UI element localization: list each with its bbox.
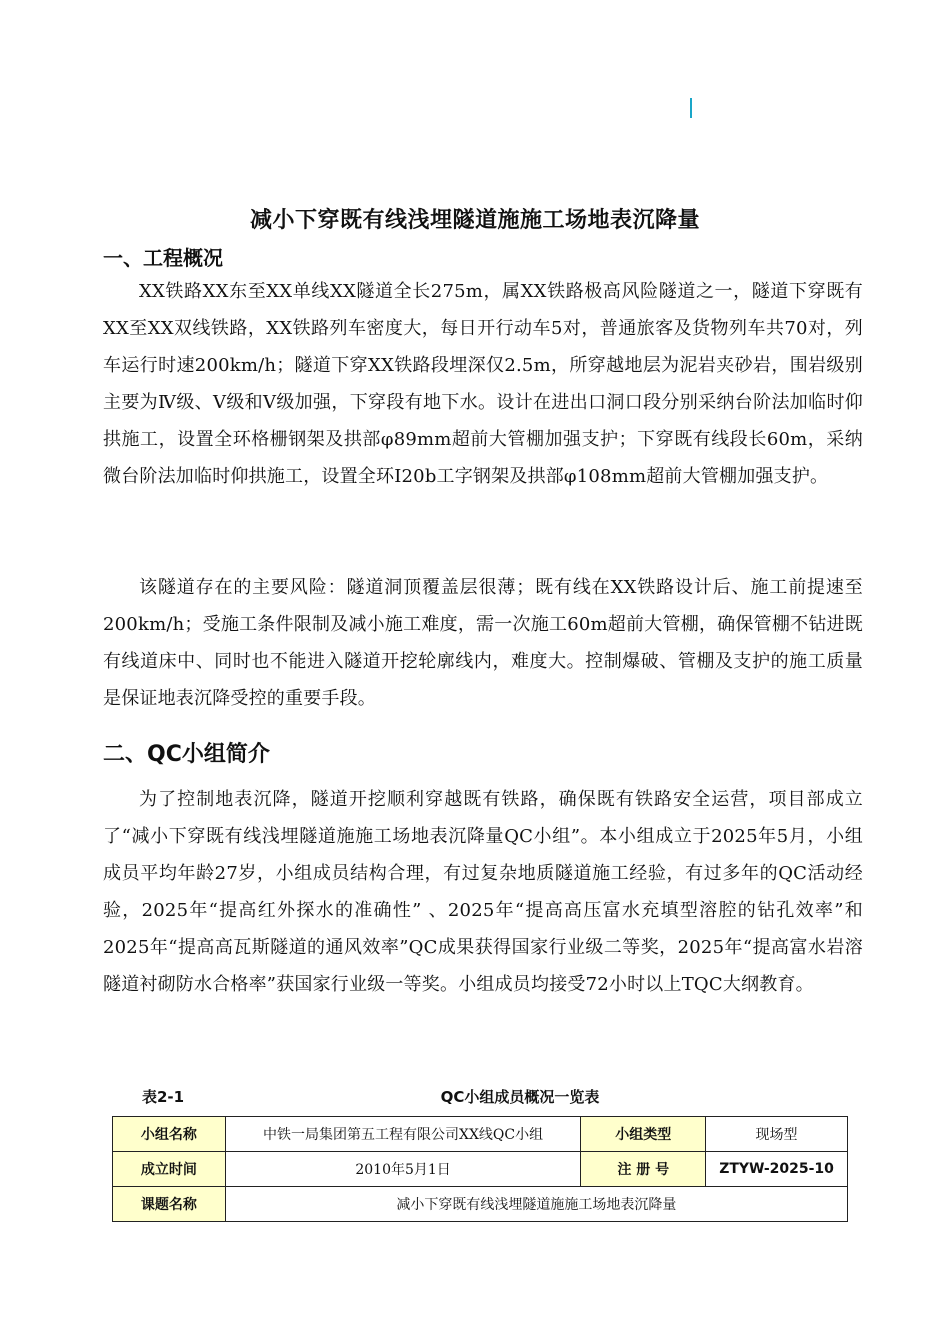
cell-label-topic: 课题名称: [113, 1187, 226, 1222]
cell-label-registration: 注 册 号: [581, 1152, 706, 1187]
section-heading-qc-group: 二、QC小组简介: [103, 742, 270, 767]
section-heading-overview: 一、工程概况: [103, 246, 223, 270]
cell-value-group-type: 现场型: [706, 1117, 848, 1152]
text-cursor-mark: [690, 98, 692, 118]
cell-label-group-name: 小组名称: [113, 1117, 226, 1152]
table-caption-number: 表2-1: [142, 1088, 185, 1106]
cell-label-founded: 成立时间: [113, 1152, 226, 1187]
table-caption: [112, 1086, 848, 1108]
cell-value-registration: ZTYW-2025-10: [706, 1152, 848, 1187]
table-row: [113, 1117, 848, 1152]
qc-group-info-table: [112, 1116, 848, 1222]
overview-paragraph-1: XX铁路XX东至XX单线XX隧道全长275m，属XX铁路极高风险隧道之一，隧道下穿既有XX至XX双线铁路，XX铁路列车密度大，每日开行动车5对，普通旅客及货物列车共70对，列车运行时速200km/h；隧道下穿XX铁路段埋深仅2.5m，所穿越地层为泥岩夹砂岩，围岩级别主要为Ⅳ级、Ⅴ级和Ⅴ级加强，下穿段有地下水。设计在进出口洞口段分别采纳台阶法加临时仰拱施工，设置全环格栅钢架及拱部φ89mm超前大管棚加强支护；下穿既有线段长60m，采纳微台阶法加临时仰拱施工，设置全环I20b工字钢架及拱部φ108mm超前大管棚加强支护。: [103, 281, 863, 487]
qc-group-paragraph: 为了控制地表沉降，隧道开挖顺利穿越既有铁路，确保既有铁路安全运营，项目部成立了“减小下穿既有线浅埋隧道施施工场地表沉降量QC小组”。本小组成立于2025年5月，小组成员平均年龄27岁，小组成员结构合理，有过复杂地质隧道施工经验，有过多年的QC活动经验，2025年“提高红外探水的准确性” 、2025年“提高高压富水充填型溶腔的钻孔效率”和 2025年“提高高瓦斯隧道的通风效率”QC成果获得国家行业级二等奖，2025年“提高富水岩溶隧道衬砌防水合格率”获国家行业级一等奖。小组成员均接受72小时以上TQC大纲教育。: [103, 789, 863, 995]
cell-value-group-name: 中铁一局集团第五工程有限公司XX线QC小组: [225, 1117, 580, 1152]
overview-paragraph-2: 该隧道存在的主要风险：隧道洞顶覆盖层很薄；既有线在XX铁路设计后、施工前提速至200km/h；受施工条件限制及减小施工难度，需一次施工60m超前大管棚，确保管棚不钻进既有线道床中、同时也不能进入隧道开挖轮廓线内，难度大。控制爆破、管棚及支护的施工质量是保证地表沉降受控的重要手段。: [103, 577, 863, 709]
table-row: [113, 1152, 848, 1187]
table-caption-title: QC小组成员概况一览表: [440, 1088, 600, 1106]
cell-value-topic: 减小下穿既有线浅埋隧道施施工场地表沉降量: [225, 1187, 847, 1222]
cell-value-founded: 2010年5月1日: [225, 1152, 580, 1187]
document-title: 减小下穿既有线浅埋隧道施施工场地表沉降量: [249, 208, 700, 233]
cell-label-group-type: 小组类型: [581, 1117, 706, 1152]
table-row: [113, 1187, 848, 1222]
